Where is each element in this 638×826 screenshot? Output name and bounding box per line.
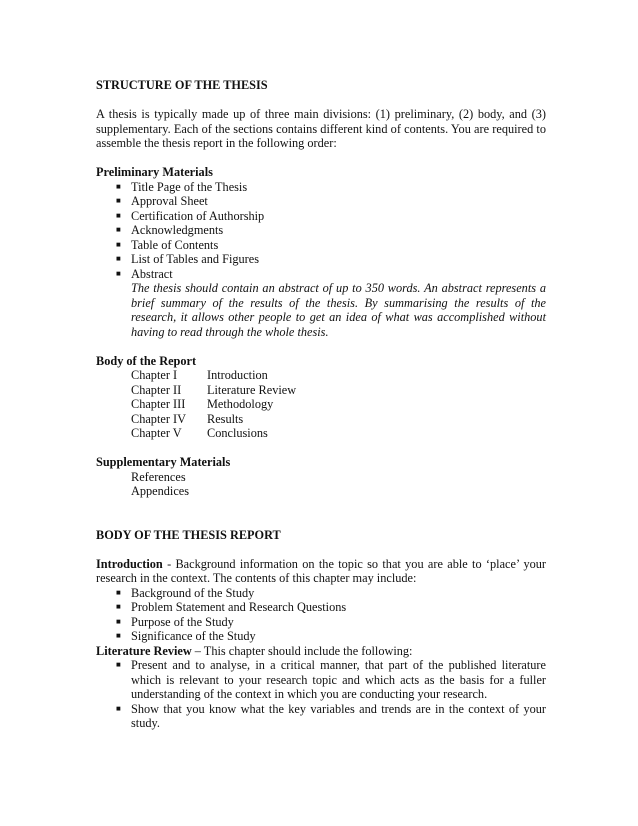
bullet-icon: ■ [116, 587, 121, 597]
supplementary-item: Appendices [131, 484, 190, 498]
document-page [96, 78, 546, 731]
introduction-label: Introduction [96, 556, 163, 571]
chapter-row: Chapter I Introduction [131, 368, 268, 382]
bullet-icon: ■ [116, 703, 121, 713]
preliminary-list [96, 180, 546, 340]
list-item: ■ Significance of the Study [116, 629, 256, 643]
introduction-list [96, 586, 546, 644]
list-item: ■ Abstract The thesis should contain an abstract of up to 350 words. An abstract represents a brief summary of the results of the thesis. By summarising the results of the research, it allows other people to get an idea of what was accomplished without having to read through the whole thesis. [116, 266, 546, 339]
list-item: ■ Title Page of the Thesis [116, 179, 248, 194]
bullet-icon: ■ [116, 631, 121, 640]
list-item: ■ Background of the Study [116, 585, 255, 600]
bullet-icon: ■ [116, 225, 121, 234]
supplementary-item: References [131, 469, 186, 484]
body-heading: Body of the Report [96, 353, 197, 368]
literature-list [96, 658, 546, 731]
list-item: ■ Approval Sheet [116, 194, 208, 208]
introduction-paragraph: Introduction - Background information on the topic so that you are able to ‘place’ your research in the context. The contents of this chapter may include: [96, 556, 546, 585]
structure-intro: A thesis is typically made up of three main divisions: (1) preliminary, (2) body, and (3) supplementary. Each of the sections contains different kind of contents. You are required to assemble the thesis report in the following order: [96, 107, 546, 150]
list-item: ■ Acknowledgments [116, 223, 224, 237]
preliminary-heading: Preliminary Materials [96, 165, 213, 179]
bullet-icon: ■ [116, 660, 121, 669]
literature-label: Literature Review [96, 643, 192, 658]
bullet-icon: ■ [116, 210, 121, 220]
bullet-icon: ■ [116, 239, 121, 249]
bullet-icon: ■ [116, 196, 121, 205]
list-item: ■ Problem Statement and Research Questions [116, 600, 347, 614]
chapter-row: Chapter II Literature Review [131, 382, 297, 397]
structure-title: STRUCTURE OF THE THESIS [96, 78, 268, 92]
list-item: ■ Table of Contents [116, 237, 219, 252]
bullet-icon: ■ [116, 268, 121, 278]
abstract-note: The thesis should contain an abstract of up to 350 words. An abstract represents a brief summary of the results of the thesis. By summarising the results of the research, it allows other people to get an idea of what was accomplished without having to read through the whole thesis. [131, 281, 546, 339]
chapter-row: Chapter III Methodology [131, 397, 274, 411]
list-item: ■ List of Tables and Figures [116, 252, 260, 266]
supplementary-heading: Supplementary Materials [96, 455, 231, 469]
chapter-row: Chapter IV Results [131, 411, 244, 426]
list-item: ■ Certification of Authorship [116, 208, 265, 223]
list-item: ■ Show that you know what the key variables and trends are in the context of your study. [116, 701, 546, 730]
bullet-icon: ■ [116, 254, 121, 263]
body-report-title: BODY OF THE THESIS REPORT [96, 527, 281, 542]
bullet-icon: ■ [116, 181, 121, 191]
list-item: ■ Purpose of the Study [116, 614, 234, 629]
chapter-row: Chapter V Conclusions [131, 426, 268, 440]
literature-paragraph: Literature Review – This chapter should include the following: [96, 643, 413, 658]
bullet-icon: ■ [116, 616, 121, 626]
bullet-icon: ■ [116, 602, 121, 611]
list-item: ■ Present and to analyse, in a critical manner, that part of the published literature which is relevant to your research topic and which acts as the basis for a fuller understanding of the context in which you are conducting your research. [116, 658, 546, 701]
